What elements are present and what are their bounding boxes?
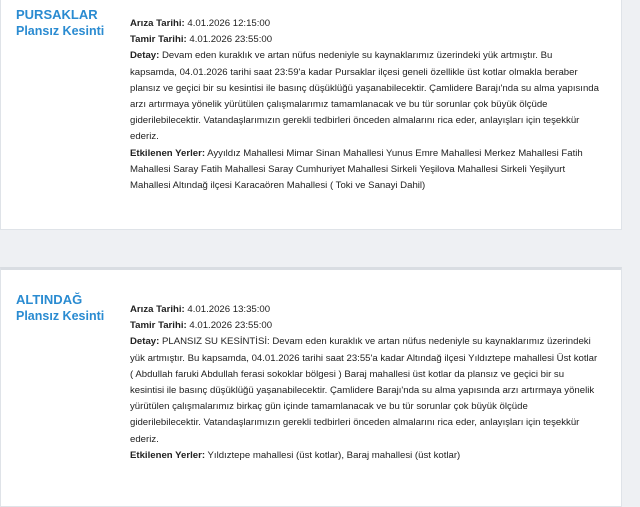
outage-details [130, 16, 600, 194]
detail-row [130, 334, 600, 447]
affected-row [130, 146, 600, 195]
fault-date-label: Arıza Tarihi: [130, 304, 185, 315]
fault-date-row [130, 16, 600, 32]
outage-card-altindag [0, 267, 622, 507]
detail-label: Detay: [130, 50, 160, 62]
repair-date-value: 4.01.2026 23:55:00 [189, 34, 273, 46]
district-name: ALTINDAĞ [16, 292, 83, 307]
repair-date-label: Tamir Tarihi: [130, 320, 187, 332]
outage-details [130, 302, 600, 464]
affected-label: Etkilenen Yerler: [130, 449, 206, 461]
repair-date-row [130, 32, 600, 48]
detail-row [130, 48, 600, 145]
detail-label: Detay: [130, 336, 160, 348]
affected-label: Etkilenen Yerler: [130, 147, 206, 159]
detail-text: Devam eden kuraklık ve artan nüfus nedeniyle su kaynaklarımız üzerindeki yük artmıştır. Bu kapsamda, 04.01.2026 tarihi saat 23:59'a kadar Pursaklar ilçesi geneli özellikle üst kotlar olmakla beraber plansız ve geçici bir su kesintisi ile basınç düşüklüğü yaşanabilecektir. Çamlidere Barajı'nda su alma yapısında arzı artırmaya yönelik yürütülen çalışmalarımız tamamlanacak ve bu tür sorunlar çok büyük ölçüde giderilebilecektir. Vatandaşlarımızın gerekli tedbirleri önceden almalarını rica eder, anlayışları için teşekkür ederiz. [130, 50, 599, 143]
outage-card-pursaklar [0, 0, 622, 230]
fault-date-value: 4.01.2026 12:15:00 [187, 18, 271, 29]
district-heading [16, 7, 104, 39]
outage-type: Plansız Kesinti [16, 309, 105, 323]
affected-text: Yıldıztepe mahallesi (üst kotlar), Baraj mahallesi (üst kotlar) [207, 449, 461, 461]
affected-row [130, 448, 600, 464]
district-heading [16, 292, 104, 324]
district-name: PURSAKLAR [16, 7, 98, 22]
fault-date-label: Arıza Tarihi: [130, 18, 185, 29]
repair-date-label: Tamir Tarihi: [130, 34, 187, 46]
repair-date-value: 4.01.2026 23:55:00 [189, 320, 273, 332]
fault-date-row [130, 302, 600, 318]
affected-text: Ayyıldız Mahallesi Mimar Sinan Mahallesi Yunus Emre Mahallesi Merkez Mahallesi Fatih Mahallesi Saray Fatih Mahallesi Saray Cumhuriyet Mahallesi Sirkeli Yeşilova Mahallesi Sirkeli Yeşilyurt Mahallesi Altındağ ilçesi Karacaören Mahallesi ( Toki ve Sanayi Dahil) [130, 147, 583, 192]
repair-date-row [130, 318, 600, 334]
outage-type: Plansız Kesinti [16, 24, 105, 38]
detail-text: PLANSIZ SU KESİNTİSİ: Devam eden kuraklık ve artan nüfus nedeniyle su kaynaklarımız üzerindeki yük artmıştır. Bu kapsamda, 04.01.2026 tarihi saat 23:55'a kadar Altındağ ilçesi Yıldıztepe mahallesi Üst kotlar ( Abdullah faruki Abdullah ferasi sokoklar bölgesi ) Baraj mahallesi üst kotlar da plansız ve geçici bir su kesintisi ile basınç düşüklüğü yaşanabilecektir. Çamlidere Barajı'nda su alma yapısında arzı artırmaya yönelik yürütülen çalışmalarımız birkaç gün içinde tamamlanacak ve bu tür sorunlar çok büyük ölçüde giderilebilecektir. Vatandaşlarımızın gerekli tedbirleri önceden almalarını rica eder, anlayışları için teşekkür ederiz. [130, 336, 598, 445]
fault-date-value: 4.01.2026 13:35:00 [187, 304, 271, 315]
